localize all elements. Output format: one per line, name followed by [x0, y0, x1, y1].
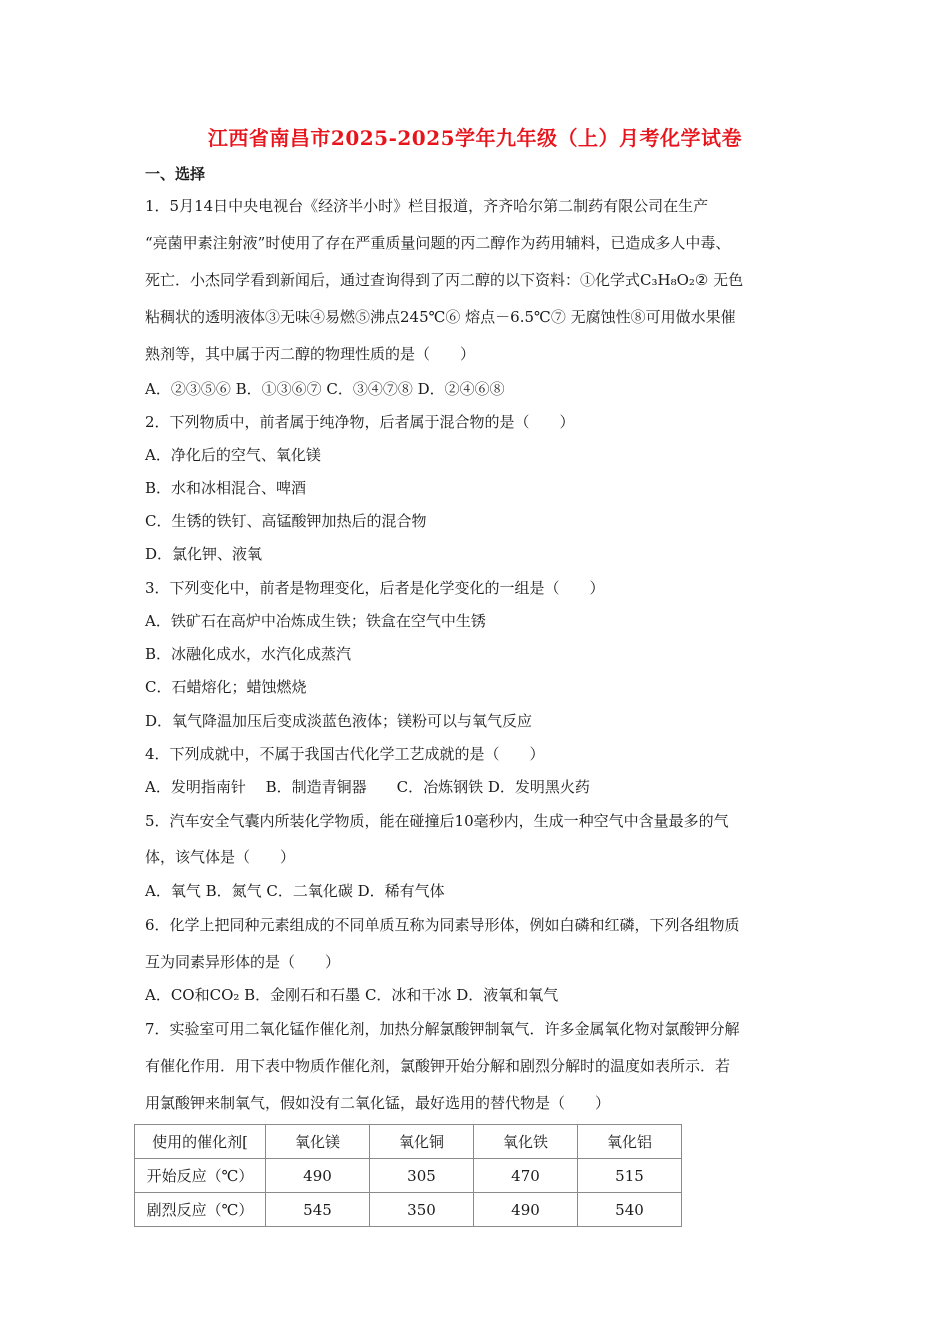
q1-line-2: “亮菌甲素注射液”时使用了存在严重质量问题的丙二醇作为药用辅料，已造成多人中毒、 [145, 234, 731, 252]
q2-option-c: C．生锈的铁钉、高锰酸钾加热后的混合物 [145, 512, 427, 530]
table-row-label: 剧烈反应（℃） [135, 1193, 266, 1227]
catalyst-table [134, 1124, 682, 1227]
table-header-cell: 氧化铝 [578, 1125, 682, 1159]
table-row-label: 开始反应（℃） [135, 1159, 266, 1193]
table-cell: 545 [266, 1193, 370, 1227]
q1-line-3: 死亡．小杰同学看到新闻后，通过查询得到了丙二醇的以下资料：①化学式C₃H₈O₂② 无色 [145, 271, 744, 289]
q2-option-b: B．水和冰相混合、啤酒 [145, 479, 307, 497]
table-header-row [135, 1125, 682, 1159]
q3-option-b: B．冰融化成水，水汽化成蒸汽 [145, 645, 352, 663]
q2-option-a: A．净化后的空气、氧化镁 [145, 446, 321, 464]
q4-options: A．发明指南针 B．制造青铜器 C．冶炼钢铁 D．发明黑火药 [145, 778, 590, 796]
q5-line-2: 体，该气体是（ ） [145, 848, 296, 866]
q1-line-5: 熟剂等，其中属于丙二醇的物理性质的是（ ） [145, 345, 476, 363]
table-header-cell: 氧化铜 [370, 1125, 474, 1159]
table-cell: 540 [578, 1193, 682, 1227]
q2-stem: 2．下列物质中，前者属于纯净物，后者属于混合物的是（ ） [145, 413, 575, 431]
table-cell: 515 [578, 1159, 682, 1193]
table-cell: 470 [474, 1159, 578, 1193]
q7-line-2: 有催化作用．用下表中物质作催化剂，氯酸钾开始分解和剧烈分解时的温度如表所示．若 [145, 1057, 731, 1075]
q1-line-1: 1．5月14日中央电视台《经济半小时》栏目报道，齐齐哈尔第二制药有限公司在生产 [145, 197, 709, 215]
q5-options: A．氧气 B．氮气 C．二氧化碳 D．稀有气体 [145, 882, 445, 900]
q3-option-c: C．石蜡熔化；蜡蚀燃烧 [145, 678, 307, 696]
q7-line-1: 7．实验室可用二氧化锰作催化剂，加热分解氯酸钾制氧气．许多金属氧化物对氯酸钾分解 [145, 1020, 740, 1038]
table-cell: 305 [370, 1159, 474, 1193]
q1-options: A．②③⑤⑥ B．①③⑥⑦ C．③④⑦⑧ D．②④⑥⑧ [145, 380, 505, 398]
q3-option-a: A．铁矿石在高炉中冶炼成生铁；铁盒在空气中生锈 [145, 612, 486, 630]
q4-stem: 4．下列成就中，不属于我国古代化学工艺成就的是（ ） [145, 745, 545, 763]
table-header-cell: 氧化铁 [474, 1125, 578, 1159]
q2-option-d: D．氯化钾、液氧 [145, 545, 263, 563]
q6-options: A．CO和CO₂ B．金刚石和石墨 C．冰和干冰 D．液氧和氧气 [145, 986, 559, 1004]
q6-line-2: 互为同素异形体的是（ ） [145, 953, 341, 971]
table-cell: 490 [474, 1193, 578, 1227]
page-title: 江西省南昌市2025-2025学年九年级（上）月考化学试卷 [207, 126, 743, 150]
section-heading: 一、选择 [145, 165, 206, 183]
q7-line-3: 用氯酸钾来制氧气，假如没有二氧化锰，最好选用的替代物是（ ） [145, 1094, 611, 1112]
table-row [135, 1193, 682, 1227]
table-header-cell: 使用的催化剂[ [135, 1125, 266, 1159]
table-cell: 350 [370, 1193, 474, 1227]
q3-stem: 3．下列变化中，前者是物理变化，后者是化学变化的一组是（ ） [145, 579, 605, 597]
table-cell: 490 [266, 1159, 370, 1193]
table-header-cell: 氧化镁 [266, 1125, 370, 1159]
q6-line-1: 6．化学上把同种元素组成的不同单质互称为同素导形体，例如白磷和红磷，下列各组物质 [145, 916, 740, 934]
q5-line-1: 5．汽车安全气囊内所装化学物质，能在碰撞后10毫秒内，生成一种空气中含量最多的气 [145, 812, 729, 830]
q3-option-d: D．氧气降温加压后变成淡蓝色液体；镁粉可以与氧气反应 [145, 712, 533, 730]
q1-line-4: 粘稠状的透明液体③无味④易燃⑤沸点245℃⑥ 熔点－6.5℃⑦ 无腐蚀性⑧可用做水果催 [145, 308, 736, 326]
table-row [135, 1159, 682, 1193]
